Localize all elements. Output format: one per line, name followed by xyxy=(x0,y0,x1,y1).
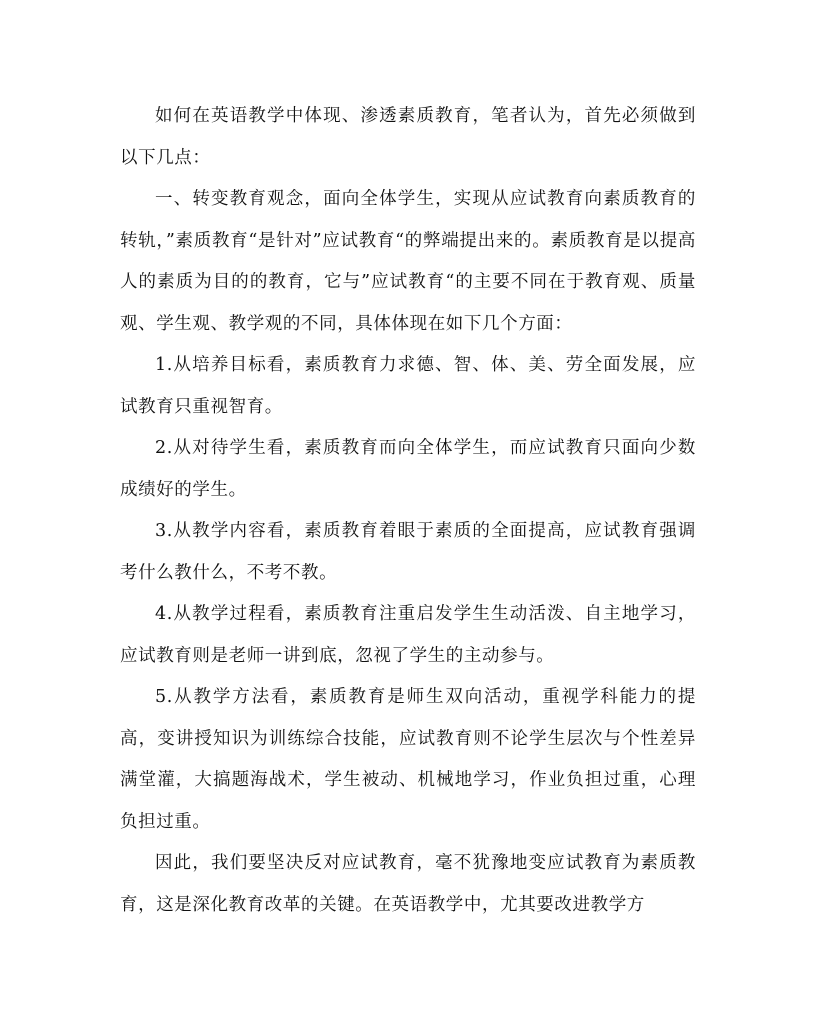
document-page xyxy=(120,96,696,926)
paragraph-point-3: 3.从教学内容看，素质教育着眼于素质的全面提高，应试教育强调考什么教什么，不考不教。 xyxy=(120,521,696,583)
paragraph-point-1: 1.从培养目标看，素质教育力求德、智、体、美、劳全面发展，应试教育只重视智育。 xyxy=(120,355,696,417)
paragraph-point-2: 2.从对待学生看，素质教育而向全体学生，而应试教育只面向少数成绩好的学生。 xyxy=(120,438,696,500)
paragraph-conclusion: 因此，我们要坚决反对应试教育，毫不犹豫地变应试教育为素质教育，这是深化教育改革的关键。在英语教学中，尤其要改进教学方 xyxy=(120,853,696,915)
paragraph-section-one: 一、转变教育观念，面向全体学生，实现从应试教育向素质教育的转轨，”素质教育“是针对”应试教育“的弊端提出来的。素质教育是以提高人的素质为目的的教育，它与”应试教育“的主要不同在于教育观、质量观、学生观、教学观的不同，具体体现在如下几个方面： xyxy=(120,189,696,334)
paragraph-intro: 如何在英语教学中体现、渗透素质教育，笔者认为，首先必须做到以下几点： xyxy=(120,106,696,168)
paragraph-point-5: 5.从教学方法看，素质教育是师生双向活动，重视学科能力的提高，变讲授知识为训练综合技能，应试教育则不论学生层次与个性差异满堂灌，大搞题海战术，学生被动、机械地学习，作业负担过重，心理负担过重。 xyxy=(120,687,696,832)
paragraph-point-4: 4.从教学过程看，素质教育注重启发学生生动活泼、自主地学习，应试教育则是老师一讲到底，忽视了学生的主动参与。 xyxy=(120,604,696,666)
